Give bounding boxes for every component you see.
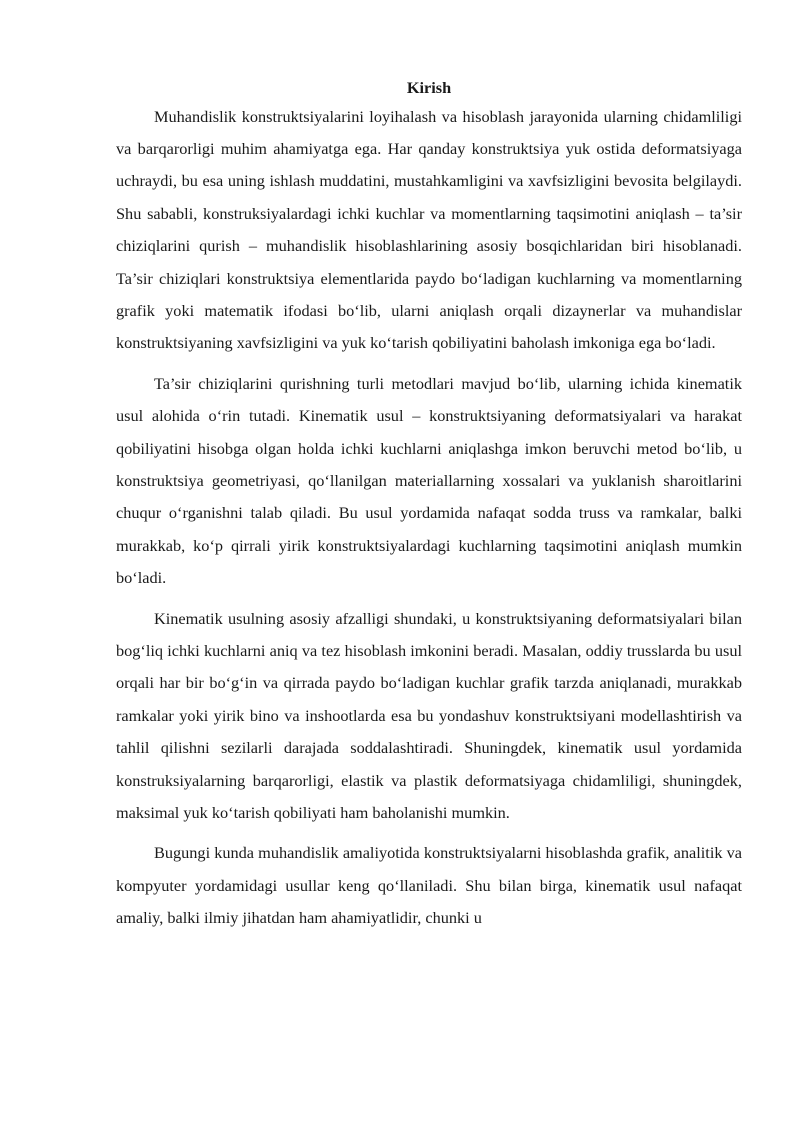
document-body — [116, 74, 742, 943]
page-title: Kirish — [406, 78, 452, 97]
paragraph-3: Kinematik usulning asosiy afzalligi shundaki, u konstruktsiyaning deformatsiyalari bilan bog‘liq ichki kuchlarni aniq va tez hisoblash imkonini beradi. Masalan, oddiy trusslarda bu usul orqali har bir bo‘g‘in va qirrada paydo bo‘ladigan kuchlar grafik tarzda aniqlanadi, murakkab ramkalar yoki yirik bino va inshootlarda esa bu yondashuv konstruktsiyani modellashtirish va tahlil qilishni sezilarli darajada soddalashtiradi. Shuningdek, kinematik usul yordamida konstruksiyalarning barqarorligi, elastik va plastik deformatsiyaga chidamliligi, shuningdek, maksimal yuk ko‘tarish qobiliyati ham baholanishi mumkin. — [116, 608, 742, 823]
paragraph-2: Ta’sir chiziqlarini qurishning turli metodlari mavjud bo‘lib, ularning ichida kinematik usul alohida o‘rin tutadi. Kinematik usul – konstruktsiyaning deformatsiyalari va harakat qobiliyatini hisobga olgan holda ichki kuchlarni aniqlashga imkon beruvchi metod bo‘lib, u konstruktsiya geometriyasi, qo‘llanilgan materiallarning xossalari va yuklanish sharoitlarini chuqur o‘rganishni talab qiladi. Bu usul yordamida nafaqat sodda truss va ramkalar, balki murakkab, ko‘p qirrali yirik konstruktsiyalardagi kuchlarning taqsimotini aniqlash mumkin bo‘ladi. — [116, 373, 742, 588]
paragraph-1: Muhandislik konstruktsiyalarini loyihalash va hisoblash jarayonida ularning chidamliligi va barqarorligi muhim ahamiyatga ega. Har qanday konstruktsiya yuk ostida deformatsiyaga uchraydi, bu esa uning ishlash muddatini, mustahkamligini va xavfsizligini bevosita belgilaydi. Shu sababli, konstruksiyalardagi ichki kuchlar va momentlarning taqsimotini aniqlash – ta’sir chiziqlarini qurish – muhandislik hisoblashlarining asosiy bosqichlaridan biri hisoblanadi. Ta’sir chiziqlari konstruktsiya elementlarida paydo bo‘ladigan kuchlarning va momentlarning grafik yoki matematik ifodasi bo‘lib, ularni aniqlash orqali dizaynerlar va muhandislar konstruktsiyaning xavfsizligini va yuk ko‘tarish qobiliyatini baholash imkoniga ega bo‘ladi. — [116, 106, 742, 353]
paragraph-4: Bugungi kunda muhandislik amaliyotida konstruktsiyalarni hisoblashda grafik, analitik va kompyuter yordamidagi usullar keng qo‘llaniladi. Shu bilan birga, kinematik usul nafaqat amaliy, balki ilmiy jihatdan ham ahamiyatlidir, chunki u — [116, 843, 742, 928]
